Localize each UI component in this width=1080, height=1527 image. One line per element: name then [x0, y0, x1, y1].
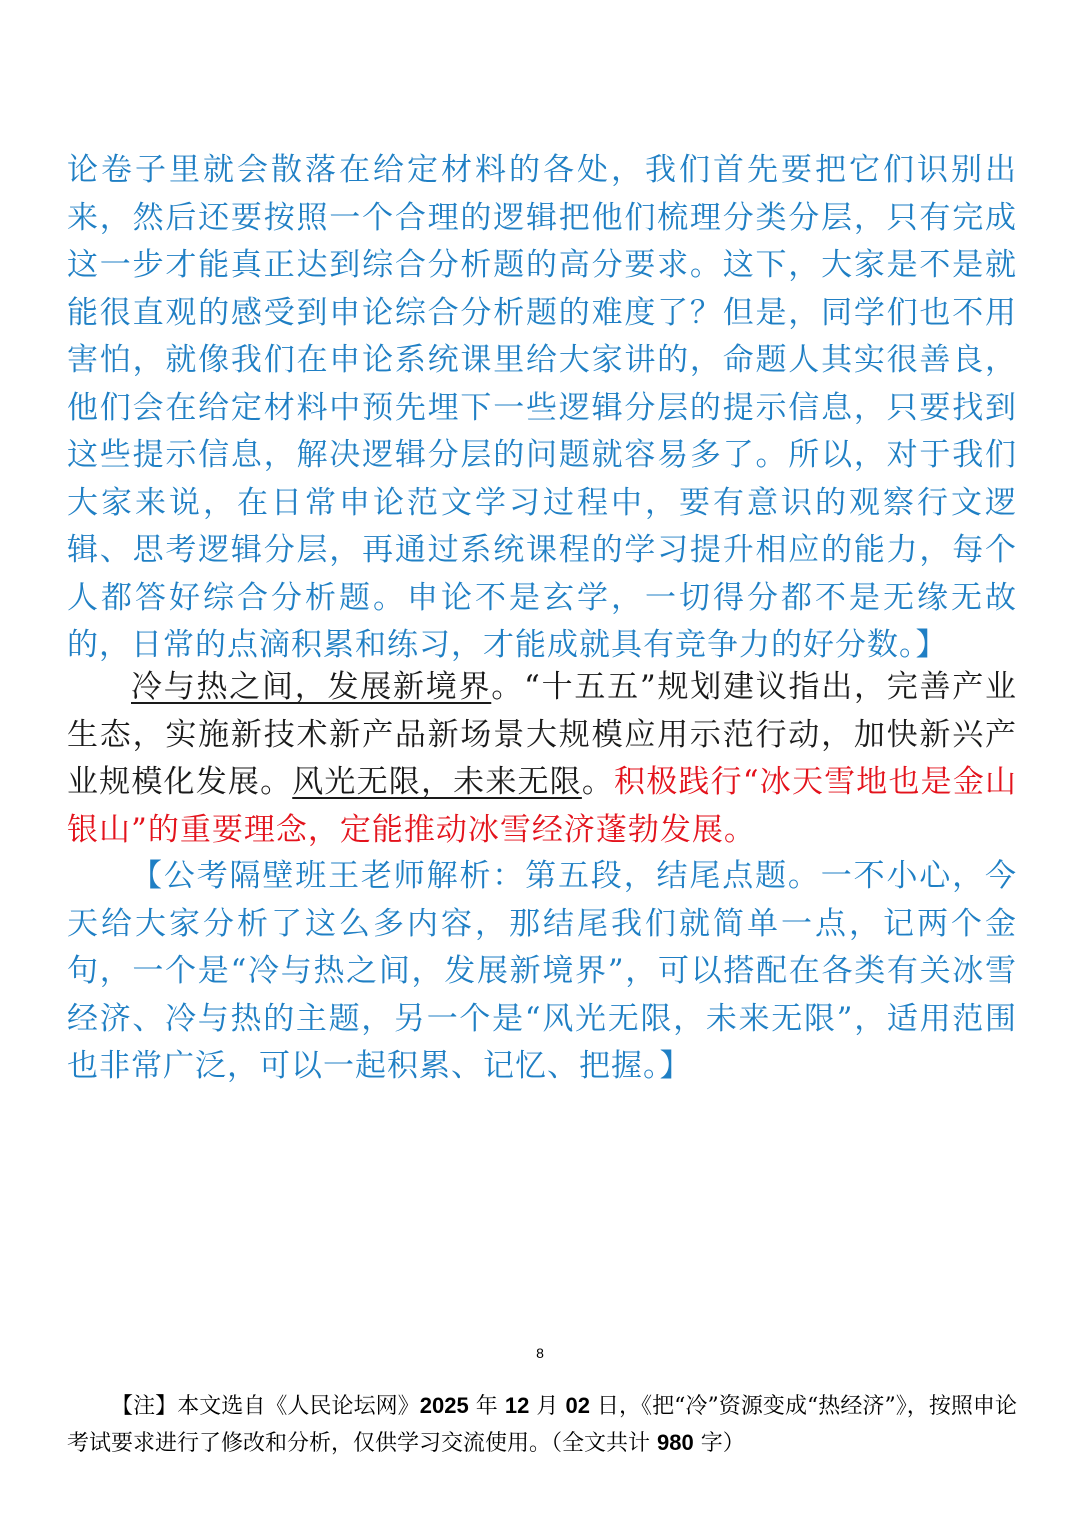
analysis-text: 【公考隔壁班王老师解析：第五段，结尾点题。一不小心，今天给大家分析了这么多内容，那结尾我们就简单一点，记两个金句，一个是“冷与热之间，发展新境界”，可以搭配在各类有关冰雪经济、冷与热的主题，另一个是“风光无限，未来无限”，适用范围也非常广泛，可以一起积累、记忆、把握。】 [67, 858, 1017, 1084]
analysis-text: 论卷子里就会散落在给定材料的各处，我们首先要把它们识别出来，然后还要按照一个合理的逻辑把他们梳理分类分层，只有完成这一步才能真正达到综合分析题的高分要求。这下，大家是不是就能很直观的感受到申论综合分析题的难度了？但是，同学们也不用害怕，就像我们在申论系统课里给大家讲的，命题人其实很善良，他们会在给定材料中预先埋下一些逻辑分层的提示信息，只要找到这些提示信息，解决逻辑分层的问题就容易多了。所以，对于我们大家来说，在日常申论范文学习过程中，要有意识的观察行文逻辑、思考逻辑分层，再通过系统课程的学习提升相应的能力，每个人都答好综合分析题。申论不是玄学，一切得分都不是无缘无故的，日常的点滴积累和练习，才能成就具有竞争力的好分数。】 [67, 152, 1017, 663]
footnote-word-count: 980 [657, 1430, 694, 1455]
footnote-month: 12 [504, 1393, 530, 1418]
essay-text-1: 。“十五五”规划建议指出，完善产业生态，实施新技术新产品新场景大规模应用示范行动，加快新兴产业规模化发展。 [67, 669, 1018, 800]
footnote-year: 2025 [419, 1393, 469, 1418]
footnote-part-1: 【注】本文选自《人民论坛网》 [111, 1394, 420, 1419]
footnote [67, 1388, 1017, 1462]
highlighted-sentence: 积极践行“冰天雪地也是金山银山”的重要理念，定能推动冰雪经济蓬勃发展。 [67, 764, 1018, 848]
essay-text-2: 。 [581, 764, 615, 800]
footnote-day: 02 [565, 1393, 590, 1418]
footnote-part-2: 年 [468, 1394, 505, 1419]
footnote-part-4: 日，《把“冷”资源变成“热经济”》，按照申论考试要求进行了修改和分析，仅供学习交流使用。（全文共计 [67, 1394, 1017, 1456]
essay-paragraph-5 [67, 664, 1017, 854]
page-number: 8 [536, 1345, 544, 1361]
footnote-part-3: 月 [529, 1394, 566, 1419]
footnote-part-5: 字） [693, 1431, 745, 1456]
analysis-paragraph-continued [67, 147, 1017, 670]
golden-quote-1: 冷与热之间，发展新境界 [131, 669, 492, 705]
golden-quote-2: 风光无限，未来无限 [292, 764, 582, 800]
analysis-paragraph-5 [67, 853, 1017, 1091]
